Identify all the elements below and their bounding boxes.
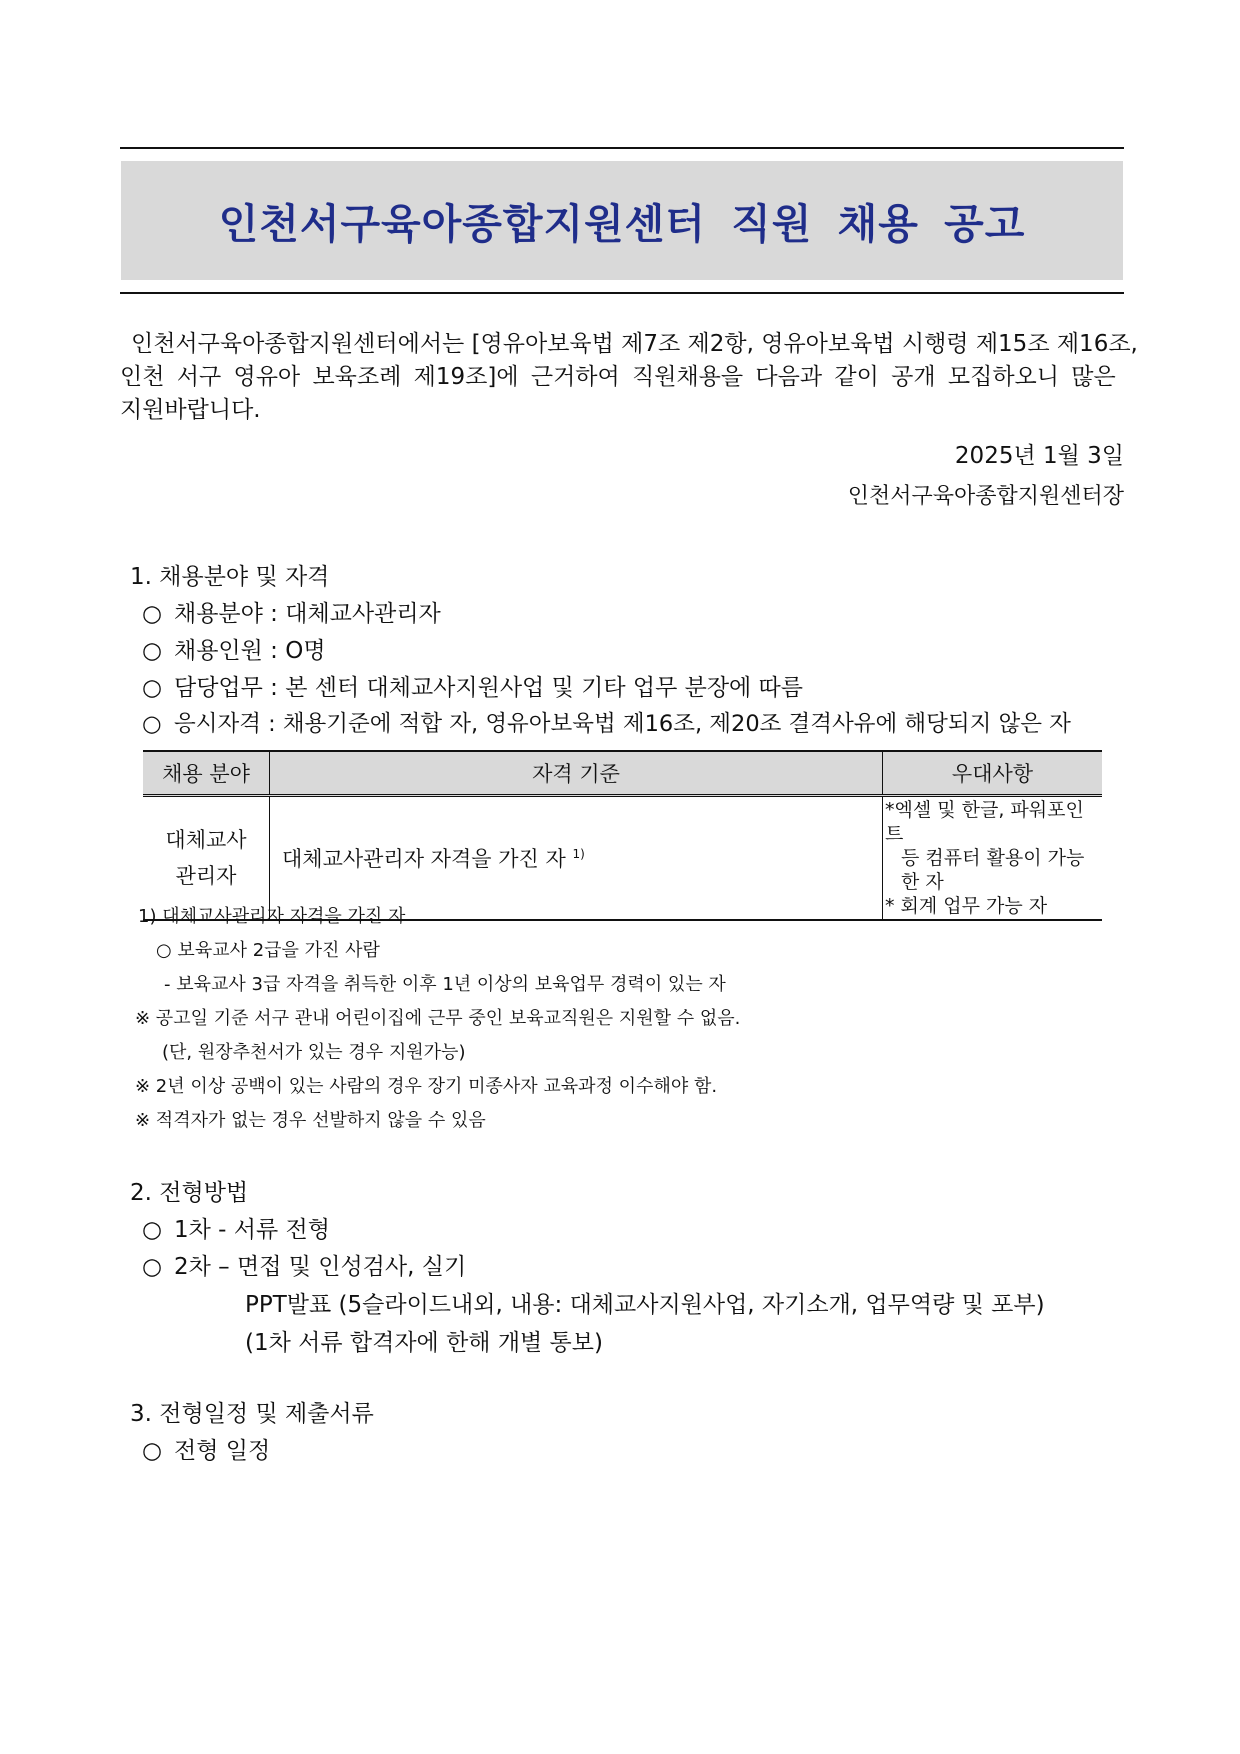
notice-date: 2025년 1월 3일 (954, 443, 1124, 469)
circle-bullet-icon: ○ (142, 601, 163, 627)
circle-bullet-icon: ○ (142, 1217, 163, 1243)
footnote-ref: 1) (572, 847, 585, 861)
section-1-heading: 1. 채용분야 및 자격 (130, 564, 330, 590)
section-2-heading: 2. 전형방법 (130, 1180, 249, 1206)
section-1-item: ○ 채용인원 : O명 (142, 638, 326, 664)
section-2-item: ○ 2차 – 면접 및 인성검사, 실기 (142, 1254, 467, 1280)
section-3-item: ○ 전형 일정 (142, 1438, 271, 1464)
cell-preference: *엑셀 및 한글, 파워포인트 등 컴퓨터 활용이 가능한 자 * 회계 업무 가능 자 (883, 796, 1103, 921)
intro-paragraph (120, 328, 1138, 427)
circle-bullet-icon: ○ (142, 711, 162, 737)
section-2-sub-line: PPT발표 (5슬라이드내외, 내용: 대체교사지원사업, 자기소개, 업무역량 및 포부) (245, 1292, 1045, 1318)
bottom-rule (120, 292, 1124, 294)
page-title: 인천서구육아종합지원센터 직원 채용 공고 (218, 200, 1026, 248)
qualification-table (143, 750, 1102, 921)
intro-line-3: 지원바랍니다. (120, 397, 261, 423)
footnote-line: ※ 적격자가 없는 경우 선발하지 않을 수 있음 (135, 1110, 486, 1131)
cell-criteria: 대체교사관리자 자격을 가진 자 $^{1)}$ (270, 796, 883, 921)
intro-line-1: 인천서구육아종합지원센터에서는 [영유아보육법 제7조 제2항, 영유아보육법 시행령 제15조 제16조, (131, 331, 1138, 357)
section-2-sub-line: (1차 서류 합격자에 한해 개별 통보) (245, 1330, 603, 1356)
circle-bullet-icon: ○ (142, 638, 163, 664)
section-2-item: ○ 1차 - 서류 전형 (142, 1217, 330, 1243)
signer: 인천서구육아종합지원센터장 (847, 484, 1124, 509)
cell-field: 대체교사 관리자 (143, 796, 270, 921)
circle-bullet-icon: ○ (142, 1438, 163, 1464)
footnote-line: - 보육교사 3급 자격을 취득한 이후 1년 이상의 보육업무 경력이 있는 자 (164, 974, 726, 995)
section-1-item: ○ 응시자격 : 채용기준에 적합 자, 영유아보육법 제16조, 제20조 결격사유에 해당되지 않은 자 (142, 711, 1071, 737)
header-field: 채용 분야 (143, 751, 270, 796)
header-criteria: 자격 기준 (270, 751, 883, 796)
table-header-row (143, 751, 1102, 796)
section-1-item: ○ 담당업무 : 본 센터 대체교사지원사업 및 기타 업무 분장에 따름 (142, 675, 803, 701)
section-1-item: ○ 채용분야 : 대체교사관리자 (142, 601, 441, 627)
footnote-line: 1) 대체교사관리자 자격을 가진 자 (138, 906, 406, 927)
top-rule (120, 147, 1124, 149)
header-preference: 우대사항 (883, 751, 1103, 796)
section-3-heading: 3. 전형일정 및 제출서류 (130, 1401, 374, 1427)
footnote-line: (단, 원장추천서가 있는 경우 지원가능) (162, 1042, 466, 1063)
footnote-line: ○ 보육교사 2급을 가진 사람 (156, 940, 380, 961)
circle-bullet-icon: ○ (142, 675, 163, 701)
circle-bullet-icon: ○ (142, 1254, 163, 1280)
footnote-line: ※ 2년 이상 공백이 있는 사람의 경우 장기 미종사자 교육과정 이수해야 함. (135, 1076, 718, 1097)
title-banner (121, 161, 1123, 280)
intro-line-2: 인천 서구 영유아 보육조례 제19조]에 근거하여 직원채용을 다음과 같이 공개 모집하오니 많은 (120, 364, 1116, 390)
footnote-line: ※ 공고일 기준 서구 관내 어린이집에 근무 중인 보육교직원은 지원할 수 없음. (135, 1008, 741, 1029)
